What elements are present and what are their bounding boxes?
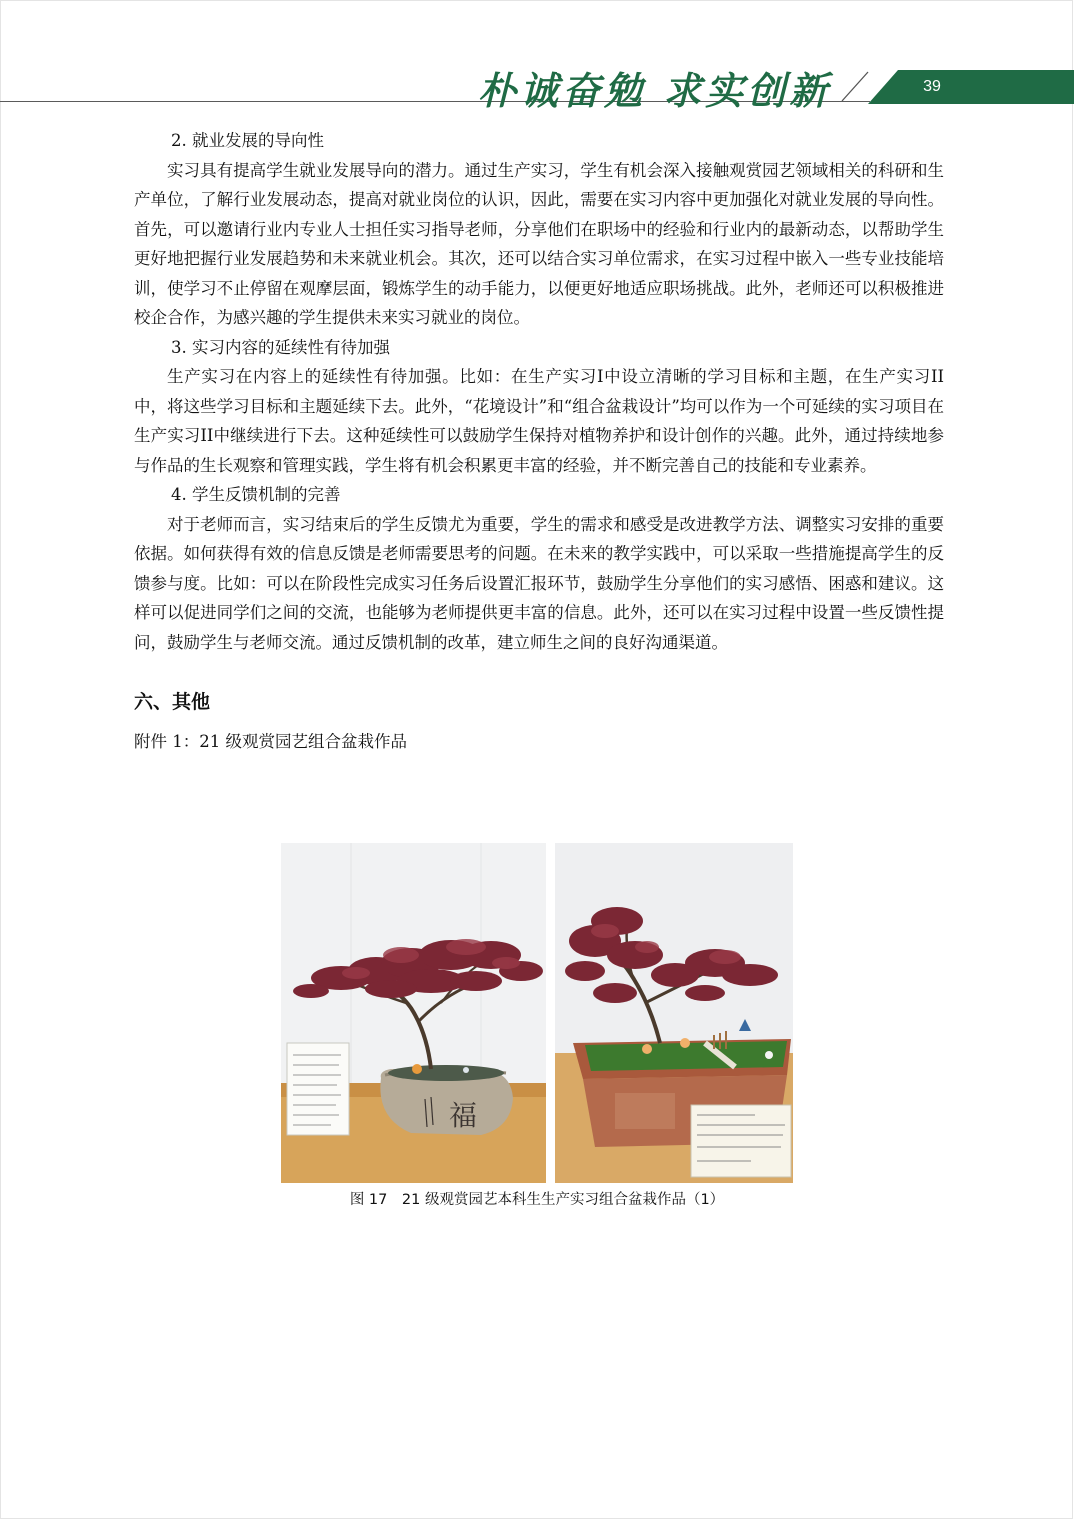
bonsai-photo-stone-pot: [281, 843, 546, 1183]
figure-caption: 图 17 21 级观赏园艺本科生生产实习组合盆栽作品（1）: [349, 1192, 725, 1208]
main-content: [134, 126, 944, 757]
section-paragraph: 实习具有提高学生就业发展导向的潜力。通过生产实习，学生有机会深入接触观赏园艺领域相关的科研和生产单位，了解行业发展动态，提高对就业岗位的认识，因此，需要在实习内容中更加强化对就业发展的导向性。首先，可以邀请行业内专业人士担任实习指导老师，分享他们在职场中的经验和行业内的最新动态，以帮助学生更好地把握行业发展趋势和未来就业机会。其次，还可以结合实习单位需求，在实习过程中嵌入一些专业技能培训，使学习不止停留在观摩层面，锻炼学生的动手能力，以便更好地适应职场挑战。此外，老师还可以积极推进校企合作，为感兴趣的学生提供未来实习就业的岗位。: [134, 160, 944, 327]
pot-character: 福: [449, 1099, 478, 1132]
bonsai-photo-rect-pot: [555, 843, 793, 1183]
section-paragraph: 生产实习在内容上的延续性有待加强。比如：在生产实习I中设立清晰的学习目标和主题，在生产实习II中，将这些学习目标和主题延续下去。此外，“花境设计”和“组合盆栽设计”均可以作为一个可延续的实习项目在生产实习II中继续进行下去。这种延续性可以鼓励学生保持对植物养护和设计创作的兴趣。此外，通过持续地参与作品的生长观察和管理实践，学生将有机会积累更丰富的经验，并不断完善自己的技能和专业素养。: [134, 367, 944, 475]
header-slash-decoration: [840, 70, 870, 102]
section-paragraph: 对于老师而言，实习结束后的学生反馈尤为重要，学生的需求和感受是改进教学方法、调整实习安排的重要依据。如何获得有效的信息反馈是老师需要思考的问题。在未来的教学实践中，可以采取一些措施提高学生的反馈参与度。比如：可以在阶段性完成实习任务后设置汇报环节，鼓励学生分享他们的实习感悟、困惑和建议。这样可以促进同学们之间的交流，也能够为老师提供更丰富的信息。此外，还可以在实习过程中设置一些反馈性提问，鼓励学生与老师交流。通过反馈机制的改革，建立师生之间的良好沟通渠道。: [134, 514, 944, 652]
page-number-tab: [868, 70, 1074, 104]
page-number: 39: [923, 78, 941, 95]
header-motto: 朴诚奋勉 求实创新: [478, 68, 832, 113]
section-heading: 4. 学生反馈机制的完善: [171, 485, 341, 504]
section-heading: 2. 就业发展的导向性: [171, 131, 324, 150]
section-heading: 3. 实习内容的延续性有待加强: [171, 337, 390, 357]
page-header: [0, 0, 1074, 113]
chapter-heading: 六、其他: [134, 691, 211, 713]
attachment-label: 附件 1：21 级观赏园艺组合盆栽作品: [134, 732, 407, 751]
